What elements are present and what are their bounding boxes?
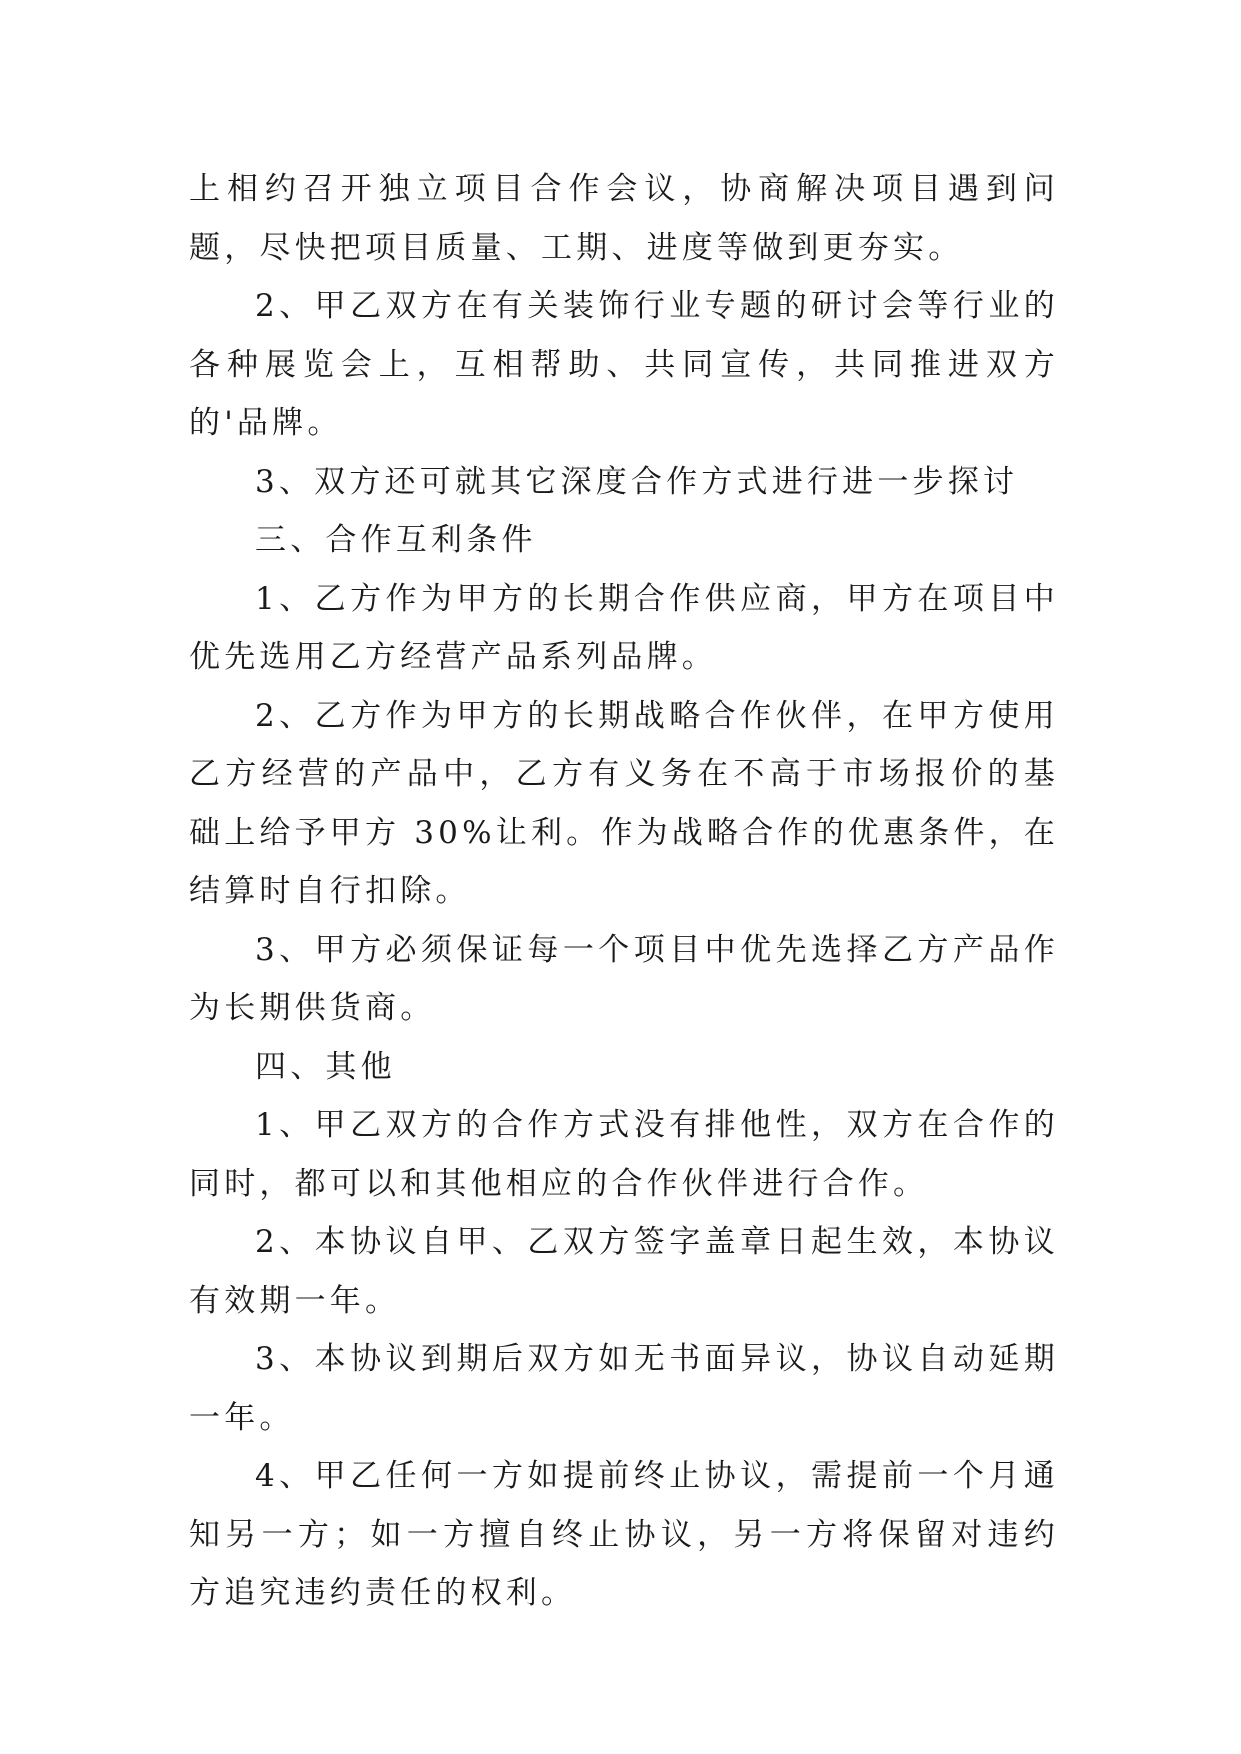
paragraph-clause-3-3: 3、甲方必须保证每一个项目中优先选择乙方产品作为长期供货商。 <box>189 931 1059 1026</box>
paragraph-clause-3-1: 1、乙方作为甲方的长期合作供应商，甲方在项目中优先选用乙方经营产品系列品牌。 <box>189 580 1059 675</box>
paragraph-continuation: 上相约召开独立项目合作会议，协商解决项目遇到问题，尽快把项目质量、工期、进度等做到更夯实。 <box>189 171 1059 266</box>
paragraph-clause-4-3: 3、本协议到期后双方如无书面异议，协议自动延期一年。 <box>189 1341 1059 1436</box>
document-body <box>189 160 1059 1623</box>
paragraph-clause-4-1: 1、甲乙双方的合作方式没有排他性，双方在合作的同时，都可以和其他相应的合作伙伴进行合作。 <box>189 1107 1059 1202</box>
paragraph-clause-2-2: 2、甲乙双方在有关装饰行业专题的研讨会等行业的各种展览会上，互相帮助、共同宣传，共同推进双方的'品牌。 <box>189 288 1059 441</box>
section-heading-3: 三、合作互利条件 <box>255 522 537 558</box>
paragraph-clause-4-2: 2、本协议自甲、乙双方签字盖章日起生效，本协议有效期一年。 <box>189 1224 1059 1319</box>
paragraph-clause-2-3: 3、双方还可就其它深度合作方式进行进一步探讨 <box>255 463 1019 500</box>
paragraph-clause-4-4: 4、甲乙任何一方如提前终止协议，需提前一个月通知另一方；如一方擅自终止协议，另一方将保留对违约方追究违约责任的权利。 <box>189 1458 1059 1611</box>
section-heading-4: 四、其他 <box>255 1048 396 1085</box>
paragraph-clause-3-2: 2、乙方作为甲方的长期战略合作伙伴，在甲方使用乙方经营的产品中，乙方有义务在不高于市场报价的基础上给予甲方 30%让利。作为战略合作的优惠条件，在结算时自行扣除。 <box>189 697 1059 909</box>
